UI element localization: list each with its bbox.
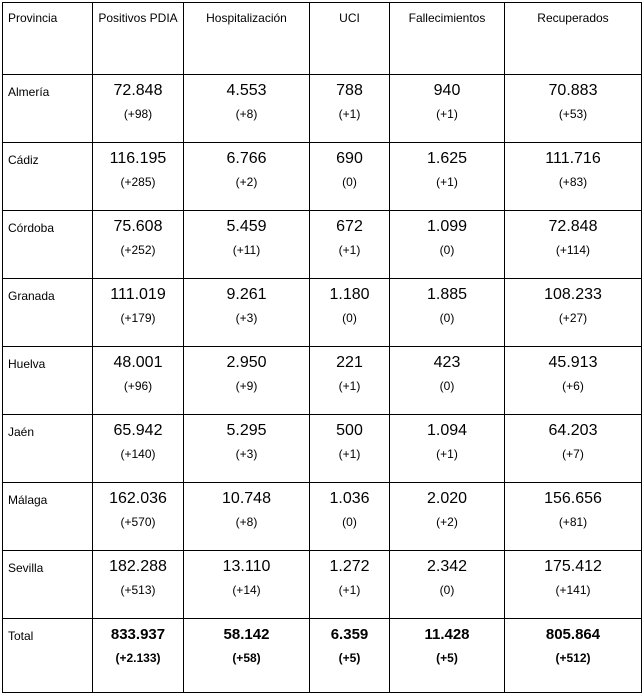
cell-fallecimientos	[390, 551, 505, 619]
positivos-change: (+513)	[120, 583, 156, 597]
recuperados-change: (+81)	[558, 515, 588, 529]
recuperados-value: 108.233	[544, 286, 602, 303]
uci-change: (+1)	[338, 447, 361, 461]
cell-uci	[310, 211, 390, 279]
cell-recuperados	[505, 211, 642, 279]
cell-recuperados	[505, 347, 642, 415]
recuperados-change: (+114)	[555, 243, 591, 257]
header-row	[3, 3, 642, 75]
positivos-change: (+285)	[120, 175, 156, 189]
cell-provincia: Huelva	[3, 347, 93, 415]
positivos-change: (+2.133)	[115, 651, 161, 665]
positivos-change: (+179)	[120, 311, 156, 325]
covid-andalucia-table	[2, 2, 642, 693]
recuperados-value: 175.412	[544, 558, 602, 575]
table-row	[3, 483, 642, 551]
table-row	[3, 551, 642, 619]
cell-positivos	[93, 75, 184, 143]
cell-fallecimientos	[390, 279, 505, 347]
hospitalizacion-change: (+8)	[235, 515, 258, 529]
fallecimientos-change: (0)	[439, 583, 455, 597]
fallecimientos-change: (0)	[439, 379, 455, 393]
hospitalizacion-value: 4.553	[226, 82, 267, 99]
uci-change: (0)	[342, 175, 357, 189]
cell-uci	[310, 415, 390, 483]
positivos-value: 65.942	[113, 422, 163, 439]
cell-positivos	[93, 551, 184, 619]
recuperados-change: (+141)	[555, 583, 591, 597]
recuperados-value: 72.848	[548, 218, 598, 235]
recuperados-change: (+53)	[558, 107, 588, 121]
cell-provincia: Jaén	[3, 415, 93, 483]
fallecimientos-change: (+1)	[436, 447, 458, 461]
cell-provincia: Granada	[3, 279, 93, 347]
uci-change: (0)	[342, 311, 357, 325]
cell-hospitalizacion	[184, 551, 310, 619]
cell-recuperados	[505, 415, 642, 483]
fallecimientos-change: (+1)	[436, 107, 458, 121]
cell-positivos	[93, 619, 184, 693]
recuperados-change: (+6)	[562, 379, 584, 393]
positivos-value: 162.036	[109, 490, 167, 507]
hospitalizacion-change: (+8)	[235, 107, 258, 121]
cell-recuperados	[505, 75, 642, 143]
cell-hospitalizacion	[184, 211, 310, 279]
fallecimientos-change: (+1)	[436, 175, 458, 189]
cell-uci	[310, 483, 390, 551]
table-row	[3, 211, 642, 279]
cell-uci	[310, 619, 390, 693]
recuperados-change: (+7)	[562, 447, 584, 461]
hospitalizacion-change: (+3)	[235, 311, 258, 325]
cell-fallecimientos	[390, 347, 505, 415]
total-row	[3, 619, 642, 693]
uci-value: 672	[336, 218, 363, 235]
table-row	[3, 75, 642, 143]
recuperados-value: 45.913	[548, 354, 598, 371]
hospitalizacion-change: (+2)	[235, 175, 258, 189]
cell-fallecimientos	[390, 415, 505, 483]
table-row	[3, 415, 642, 483]
hospitalizacion-change: (+14)	[232, 583, 261, 597]
positivos-change: (+252)	[120, 243, 156, 257]
cell-provincia: Total	[3, 619, 93, 693]
positivos-value: 72.848	[113, 82, 163, 99]
fallecimientos-value: 2.020	[426, 490, 468, 507]
cell-fallecimientos	[390, 211, 505, 279]
hospitalizacion-value: 2.950	[226, 354, 267, 371]
cell-uci	[310, 75, 390, 143]
uci-value: 500	[336, 422, 363, 439]
cell-hospitalizacion	[184, 279, 310, 347]
hospitalizacion-value: 10.748	[222, 490, 271, 507]
fallecimientos-value: 1.885	[426, 286, 468, 303]
fallecimientos-value: 1.094	[426, 422, 468, 439]
cell-hospitalizacion	[184, 415, 310, 483]
cell-provincia: Málaga	[3, 483, 93, 551]
positivos-change: (+570)	[120, 515, 156, 529]
uci-value: 221	[336, 354, 363, 371]
hospitalizacion-change: (+9)	[235, 379, 258, 393]
cell-positivos	[93, 415, 184, 483]
header-positivos: Positivos PDIA	[93, 3, 184, 75]
header-hospitalizacion: Hospitalización	[184, 3, 310, 75]
cell-recuperados	[505, 279, 642, 347]
cell-positivos	[93, 347, 184, 415]
positivos-value: 182.288	[109, 558, 167, 575]
recuperados-value: 64.203	[548, 422, 598, 439]
hospitalizacion-change: (+11)	[232, 243, 261, 257]
cell-positivos	[93, 279, 184, 347]
recuperados-value: 156.656	[544, 490, 602, 507]
table-body	[3, 75, 642, 693]
recuperados-value: 111.716	[545, 150, 601, 167]
hospitalizacion-change: (+3)	[235, 447, 258, 461]
fallecimientos-change: (0)	[439, 243, 455, 257]
hospitalizacion-value: 58.142	[223, 626, 270, 643]
fallecimientos-value: 11.428	[424, 626, 470, 643]
recuperados-value: 805.864	[545, 626, 601, 643]
uci-change: (+5)	[338, 651, 361, 665]
positivos-value: 833.937	[110, 626, 166, 643]
cell-fallecimientos	[390, 483, 505, 551]
cell-fallecimientos	[390, 143, 505, 211]
cell-hospitalizacion	[184, 347, 310, 415]
header-recuperados: Recuperados	[505, 3, 642, 75]
cell-provincia: Sevilla	[3, 551, 93, 619]
cell-uci	[310, 551, 390, 619]
hospitalizacion-value: 6.766	[226, 150, 267, 167]
fallecimientos-change: (0)	[439, 311, 455, 325]
uci-value: 1.272	[329, 558, 370, 575]
uci-value: 1.036	[329, 490, 370, 507]
cell-positivos	[93, 211, 184, 279]
hospitalizacion-value: 9.261	[226, 286, 267, 303]
positivos-change: (+96)	[123, 379, 153, 393]
fallecimientos-value: 423	[433, 354, 461, 371]
cell-provincia: Almería	[3, 75, 93, 143]
cell-recuperados	[505, 143, 642, 211]
uci-change: (+1)	[338, 583, 361, 597]
uci-change: (+1)	[338, 243, 361, 257]
cell-positivos	[93, 143, 184, 211]
table-row	[3, 143, 642, 211]
cell-provincia: Cádiz	[3, 143, 93, 211]
fallecimientos-value: 940	[433, 82, 461, 99]
cell-uci	[310, 347, 390, 415]
cell-fallecimientos	[390, 75, 505, 143]
cell-hospitalizacion	[184, 619, 310, 693]
cell-hospitalizacion	[184, 75, 310, 143]
uci-change: (+1)	[338, 379, 361, 393]
fallecimientos-value: 1.099	[426, 218, 468, 235]
hospitalizacion-value: 5.459	[226, 218, 267, 235]
uci-value: 6.359	[330, 626, 369, 643]
cell-recuperados	[505, 551, 642, 619]
fallecimientos-change: (+2)	[436, 515, 458, 529]
header-provincia: Provincia	[3, 3, 93, 75]
cell-uci	[310, 143, 390, 211]
fallecimientos-value: 2.342	[426, 558, 468, 575]
cell-positivos	[93, 483, 184, 551]
cell-provincia: Córdoba	[3, 211, 93, 279]
header-fallecimientos: Fallecimientos	[390, 3, 505, 75]
hospitalizacion-change: (+58)	[232, 651, 261, 665]
fallecimientos-change: (+5)	[436, 651, 458, 665]
cell-hospitalizacion	[184, 483, 310, 551]
recuperados-change: (+83)	[558, 175, 588, 189]
recuperados-change: (+27)	[558, 311, 588, 325]
cell-uci	[310, 279, 390, 347]
uci-value: 690	[336, 150, 363, 167]
positivos-value: 48.001	[113, 354, 163, 371]
positivos-value: 75.608	[113, 218, 163, 235]
hospitalizacion-value: 5.295	[226, 422, 267, 439]
uci-value: 1.180	[329, 286, 370, 303]
cell-recuperados	[505, 483, 642, 551]
positivos-change: (+140)	[120, 447, 156, 461]
hospitalizacion-value: 13.110	[222, 558, 271, 575]
cell-hospitalizacion	[184, 143, 310, 211]
table-row	[3, 347, 642, 415]
table-row	[3, 279, 642, 347]
recuperados-value: 70.883	[548, 82, 598, 99]
recuperados-change: (+512)	[555, 651, 591, 665]
cell-recuperados	[505, 619, 642, 693]
uci-change: (0)	[342, 515, 357, 529]
cell-fallecimientos	[390, 619, 505, 693]
positivos-value: 111.019	[110, 286, 166, 303]
header-uci: UCI	[310, 3, 390, 75]
uci-change: (+1)	[338, 107, 361, 121]
fallecimientos-value: 1.625	[426, 150, 468, 167]
uci-value: 788	[336, 82, 363, 99]
positivos-value: 116.195	[109, 150, 167, 167]
positivos-change: (+98)	[123, 107, 153, 121]
